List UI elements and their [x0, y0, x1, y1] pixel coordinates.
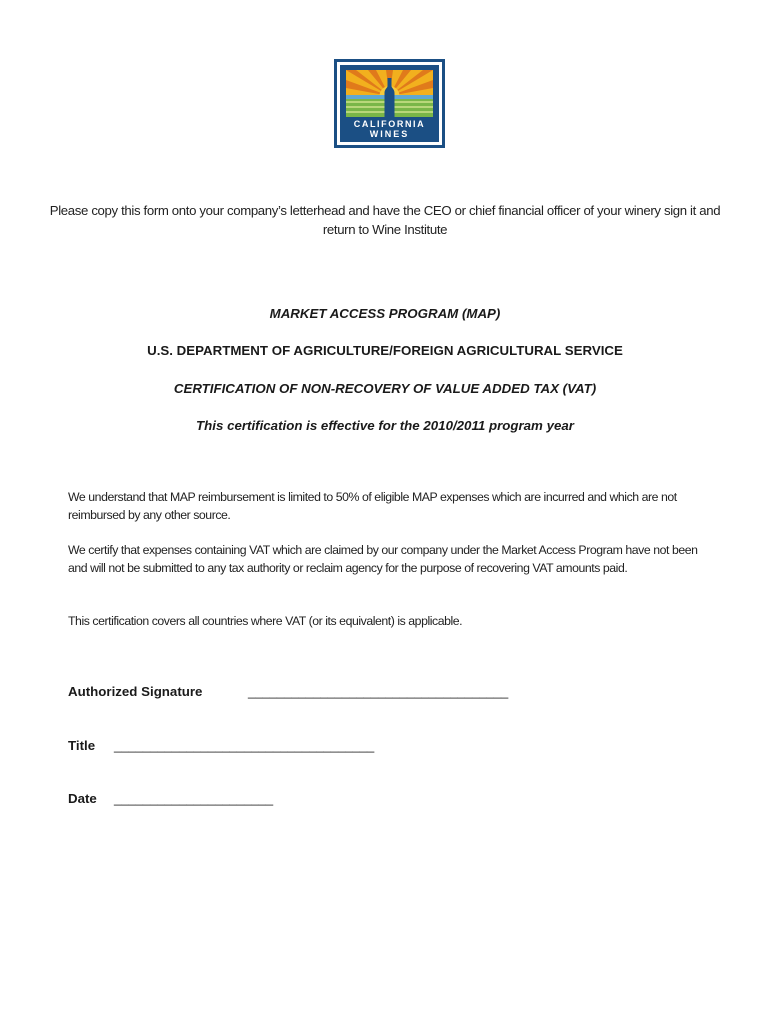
- date-label: Date: [68, 791, 97, 806]
- vineyard-sun-bottle-icon: [346, 70, 433, 117]
- logo-text-wines: WINES: [369, 129, 410, 139]
- reimbursement-paragraph: We understand that MAP reimbursement is limited to 50% of eligible MAP expenses which are incurred and which are not reimbursed by any other source.: [68, 490, 677, 522]
- vat-certify-paragraph: We certify that expenses containing VAT which are claimed by our company under the Market Access Program have not been and will not be submitted to any tax authority or reclaim agency for the purpose of recovering VAT amounts paid.: [68, 543, 698, 575]
- california-wines-logo: [334, 59, 445, 148]
- department-heading: U.S. DEPARTMENT OF AGRICULTURE/FOREIGN AGRICULTURAL SERVICE: [147, 343, 623, 358]
- title-label: Title: [68, 738, 96, 753]
- title-field[interactable]: ____________________________________: [114, 738, 375, 753]
- authorized-signature-label: Authorized Signature: [68, 684, 203, 699]
- certification-heading: CERTIFICATION OF NON-RECOVERY OF VALUE ADDED TAX (VAT): [173, 381, 597, 396]
- program-heading: MARKET ACCESS PROGRAM (MAP): [269, 306, 501, 321]
- coverage-paragraph: This certification covers all countries where VAT (or its equivalent) is applicable.: [68, 614, 463, 628]
- logo-text-california: CALIFORNIA: [353, 119, 426, 129]
- logo-panel: [340, 65, 439, 142]
- effective-year-heading: This certification is effective for the 2010/2011 program year: [196, 418, 574, 433]
- date-field[interactable]: ______________________: [114, 791, 274, 806]
- instructions-text: Please copy this form onto your company’s letterhead and have the CEO or chief financial officer of your winery sign it and return to Wine Institute: [49, 203, 721, 237]
- authorized-signature-field[interactable]: ____________________________________: [248, 684, 509, 699]
